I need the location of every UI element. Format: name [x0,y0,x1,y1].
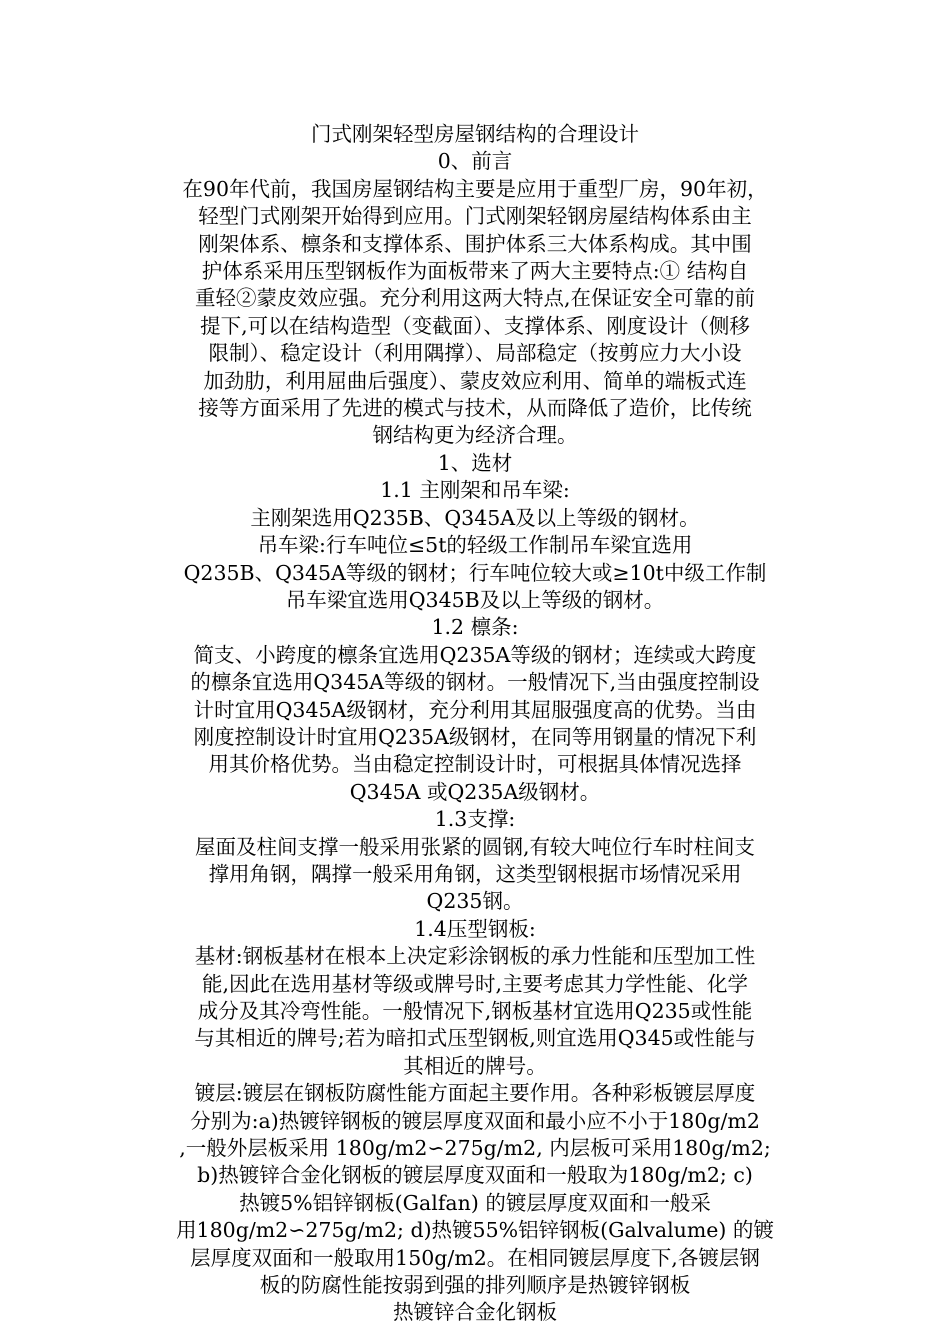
text-line: 轻型门式刚架开始得到应用。门式刚架轻钢房屋结构体系由主 [198,204,752,229]
text-line: 加劲肋，利用屈曲后强度）、蒙皮效应利用、简单的端板式连 [203,368,747,393]
document-title: 门式刚架轻型房屋钢结构的合理设计 [311,122,639,146]
text-line: 成分及其冷弯性能。一般情况下,钢板基材宜选用Q235或性能 [197,999,753,1023]
text-line: 1.3支撑: [434,807,516,832]
text-line: 热镀5%铝锌钢板(Galfan) 的镀层厚度双面和一般采 [239,1190,711,1215]
text-line: ,一般外层板采用 180g/m2∽275g/m2, 内层板可采用180g/m2; [179,1136,771,1161]
text-line: 护体系采用压型钢板作为面板带来了两大主要特点:① 结构自 [201,259,749,284]
text-line: Q235钢。 [426,889,524,914]
text-line: 吊车梁宜选用Q345B及以上等级的钢材。 [285,587,665,612]
text-line: 基材:钢板基材在根本上决定彩涂钢板的承力性能和压型加工性 [194,944,756,969]
text-line: 简支、小跨度的檩条宜选用Q235A等级的钢材；连续或大跨度 [193,642,757,667]
text-line: b)热镀锌合金化钢板的镀层厚度双面和一般取为180g/m2; c) [197,1163,753,1188]
text-line: 撑用角钢，隅撑一般采用角钢，这类型钢根据市场情况采用 [208,861,742,886]
text-line: 1.1 主刚架和吊车梁: [380,478,570,503]
text-line: 1.4压型钢板: [414,916,536,941]
document-body [145,121,805,1327]
text-line: 刚架体系、檩条和支撑体系、围护体系三大体系构成。其中围 [198,231,752,256]
text-line: Q345A 或Q235A级钢材。 [349,779,601,804]
text-line: 用180g/m2∽275g/m2; d)热镀55%铝锌钢板(Galvalume) 的镀 [176,1218,774,1243]
text-line: 层厚度双面和一般取用150g/m2。在相同镀层厚度下,各镀层钢 [190,1245,760,1270]
text-line: 主刚架选用Q235B、Q345A及以上等级的钢材。 [250,505,700,530]
text-line: 钢结构更为经济合理。 [372,423,578,448]
text-line: 接等方面采用了先进的模式与技术，从而降低了造价，比传统 [198,396,752,421]
text-line: Q235B、Q345A等级的钢材；行车吨位较大或≥10t中级工作制 [183,560,767,585]
text-line: 的檩条宜选用Q345A等级的钢材。一般情况下,当由强度控制设 [190,670,760,695]
text-line: 1.2 檩条: [431,615,519,640]
text-line: 0、前言 [437,149,513,174]
text-line: 计时宜用Q345A级钢材，充分利用其屈服强度高的优势。当由 [193,697,757,722]
text-line: 用其价格优势。当由稳定控制设计时，可根据具体情况选择 [208,752,742,777]
text-line: 热镀锌合金化钢板 [393,1300,557,1325]
text-line: 提下,可以在结构造型（变截面）、支撑体系、刚度设计（侧移 [200,313,750,338]
text-line: 板的防腐性能按弱到强的排列顺序是热镀锌钢板 [259,1273,691,1298]
text-line: 刚度控制设计时宜用Q235A级钢材，在同等用钢量的情况下利 [193,724,757,749]
text-line: 限制）、稳定设计（利用隅撑）、局部稳定（按剪应力大小设 [208,341,742,366]
text-line: 能,因此在选用基材等级或牌号时,主要考虑其力学性能、化学 [201,971,749,996]
text-line: 在90年代前，我国房屋钢结构主要是应用于重型厂房，90年初， [182,176,768,201]
text-line: 与其相近的牌号;若为暗扣式压型钢板,则宜选用Q345或性能与 [194,1026,756,1051]
text-line: 屋面及柱间支撑一般采用张紧的圆钢,有较大吨位行车时柱间支 [194,834,755,859]
text-line: 重轻②蒙皮效应强。充分利用这两大特点,在保证安全可靠的前 [194,286,755,311]
text-line: 镀层:镀层在钢板防腐性能方面起主要作用。各种彩板镀层厚度 [194,1081,756,1106]
text-line: 其相近的牌号。 [403,1053,547,1078]
text-line: 吊车梁:行车吨位≤5t的轻级工作制吊车梁宜选用 [257,533,693,558]
text-line: 1、选材 [437,450,513,475]
text-line: 分别为:a)热镀锌钢板的镀层厚度双面和最小应不小于180g/m2 [190,1108,760,1133]
